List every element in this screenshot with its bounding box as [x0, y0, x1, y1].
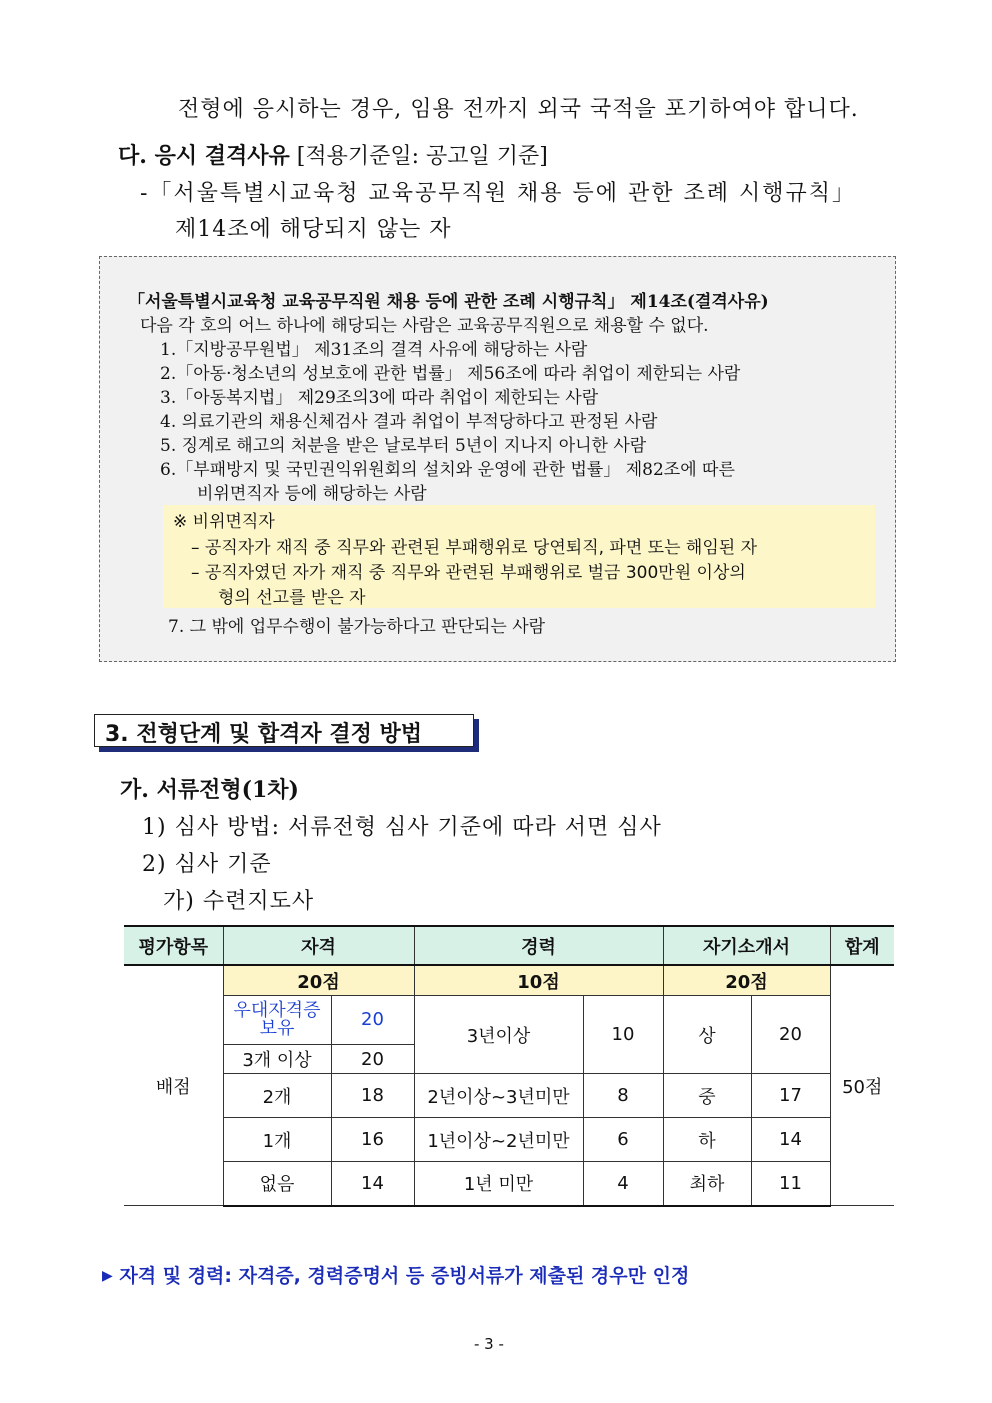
table-header-row [124, 926, 894, 965]
qual-label: 2개 [223, 1074, 331, 1118]
qual-score: 20 [331, 996, 414, 1045]
body-text-line: 가) 수련지도사 [163, 889, 315, 914]
header-cell: 자기소개서 [663, 926, 830, 965]
career-score: 10 [583, 996, 663, 1074]
header-cell: 평가항목 [124, 926, 223, 965]
section-title: 3. 전형단계 및 합격자 결정 방법 [105, 722, 422, 747]
qual-label-line: 보유 [259, 1018, 295, 1039]
essay-score: 20 [751, 996, 830, 1074]
regulation-item: 1.「지방공무원법」 제31조의 결격 사유에 해당하는 사람 [160, 340, 588, 360]
regulation-box [99, 256, 896, 662]
qual-label: 3개 이상 [223, 1045, 331, 1074]
body-text-line: 전형에 응시하는 경우, 임용 전까지 외국 국적을 포기하여야 합니다. [178, 97, 859, 122]
essay-score: 14 [751, 1118, 830, 1162]
points-cell: 10점 [414, 965, 663, 996]
essay-label: 최하 [663, 1162, 751, 1206]
section-title-box [94, 714, 474, 747]
qual-label: 없음 [223, 1162, 331, 1206]
header-cell: 경력 [414, 926, 663, 965]
body-text-line: 제14조에 해당되지 않는 자 [175, 217, 452, 242]
points-cell: 20점 [663, 965, 830, 996]
table-row [124, 1074, 894, 1118]
regulation-title: 「서울특별시교육청 교육공무직원 채용 등에 관한 조례 시행규칙」 제14조(결격사유) [128, 292, 769, 312]
essay-score: 11 [751, 1162, 830, 1206]
triangle-marker-icon: ▶ [102, 1268, 113, 1284]
career-label: 1년이상~2년미만 [414, 1118, 583, 1162]
qual-score: 14 [331, 1162, 414, 1206]
qual-label-line: 우대자격증 [233, 1000, 321, 1021]
note-title: ※ 비위면직자 [173, 512, 275, 532]
regulation-item-cont: 비위면직자 등에 해당하는 사람 [197, 484, 427, 504]
regulation-intro: 다음 각 호의 어느 하나에 해당되는 사람은 교육공무직원으로 채용할 수 없다. [140, 316, 709, 336]
body-text-line: -「서울특별시교육청 교육공무직원 채용 등에 관한 조례 시행규칙」 [140, 181, 856, 206]
qual-score: 16 [331, 1118, 414, 1162]
regulation-item: 3.「아동복지법」 제29조의3에 따라 취업이 제한되는 사람 [160, 388, 599, 408]
heading-da [118, 139, 548, 170]
score-table [124, 925, 894, 1207]
regulation-item: 4. 의료기관의 채용신체검사 결과 취업이 부적당하다고 판정된 사람 [160, 412, 658, 432]
header-cell: 합계 [830, 926, 894, 965]
qual-score: 18 [331, 1074, 414, 1118]
body-text-line: 2) 심사 기준 [142, 852, 272, 877]
note-highlight [163, 505, 875, 608]
table-row [124, 1118, 894, 1162]
career-label: 2년이상~3년미만 [414, 1074, 583, 1118]
career-score: 8 [583, 1074, 663, 1118]
page-number: - 3 - [474, 1335, 504, 1353]
essay-label: 하 [663, 1118, 751, 1162]
table-row [124, 996, 894, 1045]
header-cell: 자격 [223, 926, 414, 965]
row-label: 배점 [124, 965, 223, 1206]
note-line: – 공직자가 재직 중 직무와 관련된 부패행위로 당연퇴직, 파면 또는 해임된 자 [191, 538, 758, 558]
evidence-note [102, 1261, 689, 1288]
essay-score: 17 [751, 1074, 830, 1118]
essay-label: 상 [663, 996, 751, 1074]
note-line: – 공직자였던 자가 재직 중 직무와 관련된 부패행위로 벌금 300만원 이상의 [191, 563, 746, 583]
career-score: 4 [583, 1162, 663, 1206]
body-text-line: 1) 심사 방법: 서류전형 심사 기준에 따라 서면 심사 [142, 815, 662, 840]
qual-label [223, 996, 331, 1045]
heading-da-bold: 다. 응시 결격사유 [118, 143, 290, 169]
total-cell: 50점 [830, 965, 894, 1206]
qual-score: 20 [331, 1045, 414, 1074]
regulation-item: 5. 징계로 해고의 처분을 받은 날로부터 5년이 지나지 아니한 사람 [160, 436, 647, 456]
evidence-note-text: 자격 및 경력: 자격증, 경력증명서 등 증빙서류가 제출된 경우만 인정 [119, 1265, 690, 1287]
career-label: 3년이상 [414, 996, 583, 1074]
career-label: 1년 미만 [414, 1162, 583, 1206]
table-row [124, 1162, 894, 1206]
subheading-ga: 가. 서류전형(1차) [120, 777, 299, 803]
regulation-item: 6.「부패방지 및 국민권익위원회의 설치와 운영에 관한 법률」 제82조에 따른 [160, 460, 735, 480]
essay-label: 중 [663, 1074, 751, 1118]
note-line: 형의 선고를 받은 자 [218, 588, 366, 608]
regulation-item: 7. 그 밖에 업무수행이 불가능하다고 판단되는 사람 [168, 617, 546, 637]
heading-da-rest: [적용기준일: 공고일 기준] [296, 144, 548, 169]
career-score: 6 [583, 1118, 663, 1162]
qual-label: 1개 [223, 1118, 331, 1162]
regulation-item: 2.「아동·청소년의 성보호에 관한 법률」 제56조에 따라 취업이 제한되는 사람 [160, 364, 741, 384]
points-cell: 20점 [223, 965, 414, 996]
table-row [124, 965, 894, 996]
